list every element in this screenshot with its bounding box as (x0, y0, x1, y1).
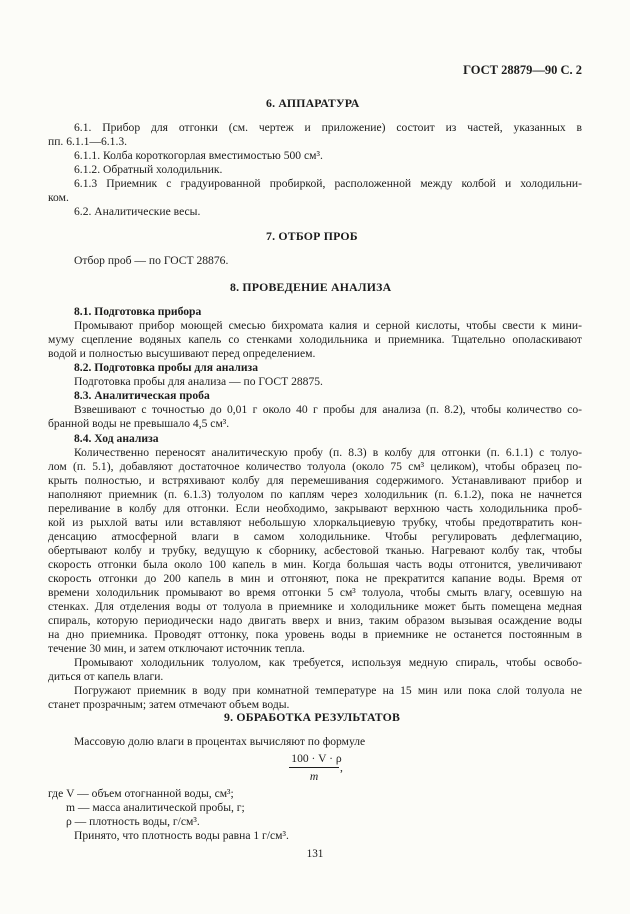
section-8-title: 8. ПРОВЕДЕНИЕ АНАЛИЗА (230, 280, 392, 294)
formula (289, 752, 344, 784)
s8-p4-line: скорость отгонки была около 100 капель в мин. Когда большая часть воды отгонится, увеличивают (48, 558, 582, 571)
fraction-bar (289, 767, 339, 768)
running-header: ГОСТ 28879—90 С. 2 (463, 63, 582, 77)
s8-p1-line3: водой и полностью высушивают перед определением. (48, 347, 316, 360)
s6-item-611: 6.1.1. Колба короткогорлая вместимостью 500 см³. (74, 149, 323, 162)
density-note: Принято, что плотность воды равна 1 г/см³. (74, 829, 289, 842)
s8-p4-line: лом (п. 5.1), добавляют достаточное количество толуола (около 75 см³ целиком), чтобы образец по- (48, 460, 582, 473)
s8-p4-line: стенках. Для отделения воды от толуола в приемнике и холодильнике может быть помещена медная (48, 600, 582, 613)
s8-p3-line2: бранной воды не превышало 4,5 см³. (48, 417, 230, 430)
s8-p1-line1: Промывают прибор моющей смесью бихромата калия и серной кислоты, чтобы свести к мини- (74, 319, 582, 332)
s7-p1: Отбор проб — по ГОСТ 28876. (74, 254, 229, 267)
s6-item-612: 6.1.2. Обратный холодильник. (74, 163, 223, 176)
s6-item-62: 6.2. Аналитические весы. (74, 205, 201, 218)
s8-p1-line2: муму сцепление водяных капель со стенками холодильника и приемника. Тщательно ополаскивают (48, 333, 582, 346)
s8-h3: 8.3. Аналитическая проба (74, 389, 210, 402)
formula-denominator: m (309, 770, 319, 783)
s8-p4-last: течение 30 мин, и затем отключают источник тепла. (48, 642, 305, 655)
s8-h1: 8.1. Подготовка прибора (74, 305, 202, 318)
section-6-title: 6. АППАРАТУРА (266, 96, 360, 110)
s8-p5-line2: диться от капель влаги. (48, 670, 164, 683)
s8-p3-line1: Взвешивают с точностью до 0,01 г около 40 г пробы для анализа (п. 8.2), чтобы количество со- (74, 403, 582, 416)
formula-numerator: 100 · V · ρ (291, 752, 342, 765)
s6-item-613-line2: ком. (48, 191, 69, 204)
s8-h4: 8.4. Ход анализа (74, 432, 159, 445)
section-7-title: 7. ОТБОР ПРОБ (266, 229, 358, 243)
formula-comma: , (340, 761, 343, 774)
s8-p6-line2: станет прозрачным; затем отмечают объем воды. (48, 698, 290, 711)
s6-p1-line1: 6.1. Прибор для отгонки (см. чертеж и приложение) состоит из частей, указанных в (74, 121, 582, 134)
s6-p1-line2: пп. 6.1.1—6.1.3. (48, 135, 128, 148)
s8-p4-line: денсацию атмосферной влаги в самом холодильнике. Чтобы регулировать дефлегмацию, (48, 530, 582, 543)
s8-p4-line: наполняют приемник (п. 6.1.3) толуолом по каплям через холодильник (п. 6.1.2), пока не начнется (48, 488, 582, 501)
s9-p1: Массовую долю влаги в процентах вычисляют по формуле (74, 735, 366, 748)
s8-p4-line: кой из рыхлой ваты или вставляют небольшую хлоркальциевую трубку, чтобы предотвратить кон- (48, 516, 582, 529)
s8-p4-line: Количественно переносят аналитическую пробу (п. 8.3) в колбу для отгонки (п. 6.1.1) с толуо- (74, 446, 582, 459)
page-number: 131 (306, 848, 324, 860)
section-9-title: 9. ОБРАБОТКА РЕЗУЛЬТАТОВ (224, 710, 401, 724)
s8-p4-line: переливание в колбу для отгонки. Если необходимо, закрывают верхнюю часть холодильника проб- (48, 502, 582, 515)
s8-p4-line: времени холодильник промывают во время отгонки 5 см³ толуола, чтобы смыть влагу, осевшую на (48, 586, 582, 599)
s8-p5-line1: Промывают холодильник толуолом, как требуется, используя медную спираль, чтобы освобо- (74, 656, 582, 669)
s8-p4-line: спираль, которую периодически надо двигать вверх и вниз, таким образом вызывая осаждение воды (48, 614, 582, 627)
where-rho: ρ — плотность воды, г/см³. (66, 815, 200, 828)
s8-p6-line1: Погружают приемник в воду при комнатной температуре на 15 мин или пока слой толуола не (74, 684, 582, 697)
s8-p4-line: обертывают колбу и трубку, ведущую к сборнику, асбестовой тканью. Нагревают колбу так, чтобы (48, 544, 582, 557)
s8-p4-line: скорость отгонки до 200 капель в мин и отгоняют, пока не прекратится капание воды. Время от (48, 572, 582, 585)
s8-p4-line: крыть полностью, и встряхивают колбу для перемешивания содержимого. Устанавливают прибор и (48, 474, 582, 487)
where-m: m — масса аналитической пробы, г; (66, 801, 245, 814)
s8-p4-line: на дно приемника. Проводят оттонку, пока уровень воды в приемнике не останется постоянным в (48, 628, 582, 641)
where-v: где V — объем отогнанной воды, см³; (48, 787, 234, 800)
s8-p2: Подготовка пробы для анализа — по ГОСТ 28875. (74, 375, 323, 388)
s6-item-613-line1: 6.1.3 Приемник с градуированной пробиркой, расположенной между колбой и холодильни- (74, 177, 582, 190)
s8-h2: 8.2. Подготовка пробы для анализа (74, 361, 258, 374)
